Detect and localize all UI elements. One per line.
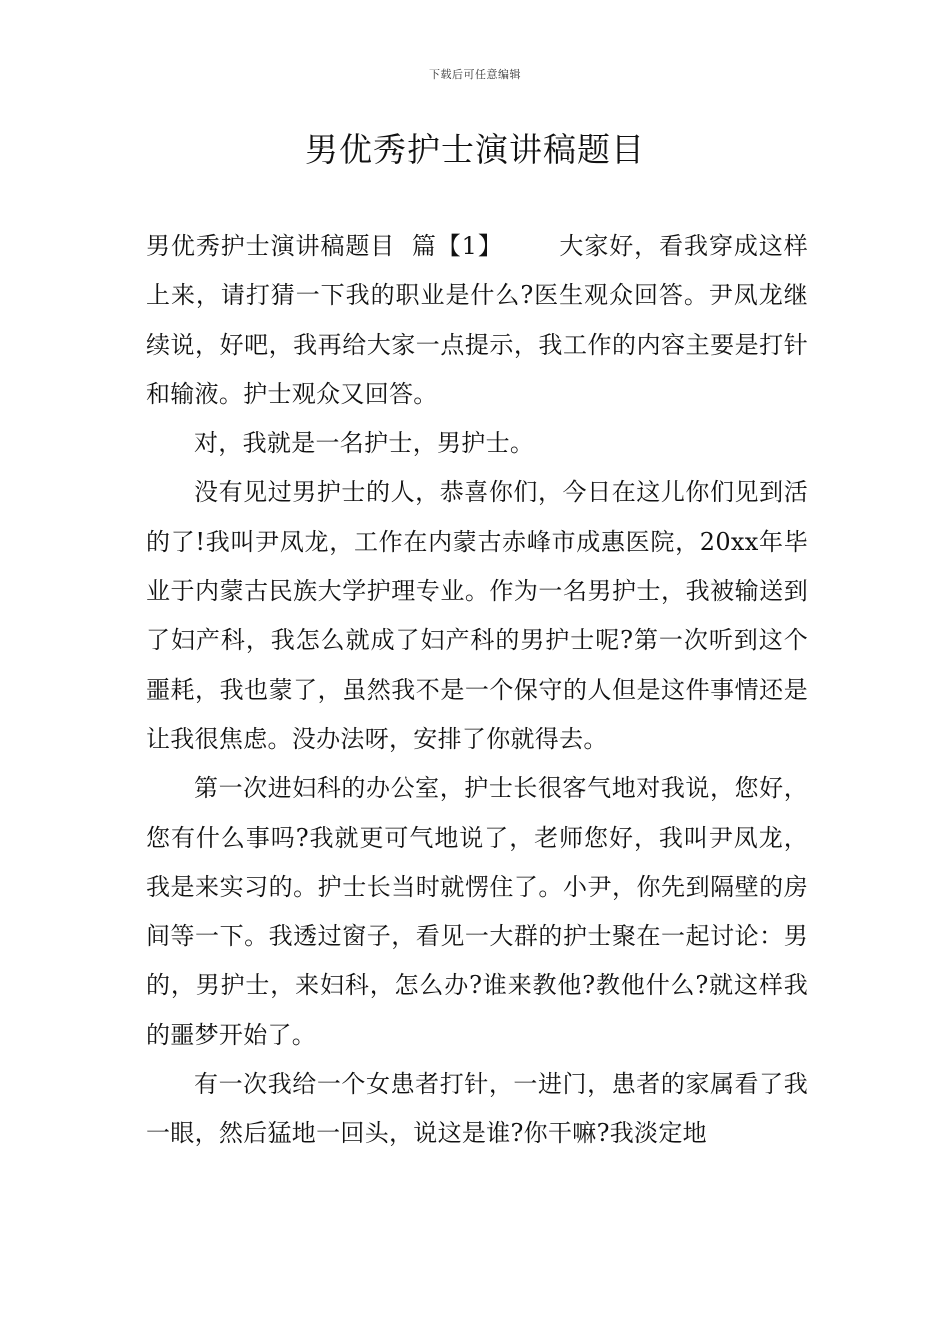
section-label: 篇【1】 <box>411 232 503 260</box>
paragraph: 第一次进妇科的办公室，护士长很客气地对我说，您好，您有什么事吗?我就更可气地说了，老师您好，我叫尹凤龙，我是来实习的。护士长当时就愣住了。小尹，你先到隔壁的房间等一下。我透过窗子，看见一大群的护士聚在一起讨论：男的，男护士，来妇科，怎么办?谁来教他?教他什么?就这样我的噩梦开始了。 <box>146 774 808 1049</box>
intro-text: 大家好，看我穿成这样上来，请打猜一下我的职业是什么?医生观众回答。尹凤龙继续说，好吧，我再给大家一点提示，我工作的内容主要是打针和输液。护士观众又回答。 <box>146 232 809 408</box>
intro-title-reference: 男优秀护士演讲稿题目 <box>146 232 396 260</box>
paragraph: 对，我就是一名护士，男护士。 <box>194 429 535 458</box>
paragraph: 有一次我给一个女患者打针，一进门，患者的家属看了我一眼，然后猛地一回头，说这是谁?你干嘛?我淡定地 <box>146 1070 808 1148</box>
document-title: 男优秀护士演讲稿题目 <box>305 130 645 169</box>
header-note: 下载后可任意编辑 <box>429 68 521 81</box>
document-body <box>146 222 808 1159</box>
paragraph: 没有见过男护士的人，恭喜你们，今日在这儿你们见到活的了!我叫尹凤龙，工作在内蒙古赤峰市成惠医院，20xx年毕业于内蒙古民族大学护理专业。作为一名男护士，我被输送到了妇产科，我怎么就成了妇产科的男护士呢?第一次听到这个噩耗，我也蒙了，虽然我不是一个保守的人但是这件事情还是让我很焦虑。没办法呀，安排了你就得去。 <box>146 478 808 753</box>
intro-paragraph <box>146 222 808 419</box>
